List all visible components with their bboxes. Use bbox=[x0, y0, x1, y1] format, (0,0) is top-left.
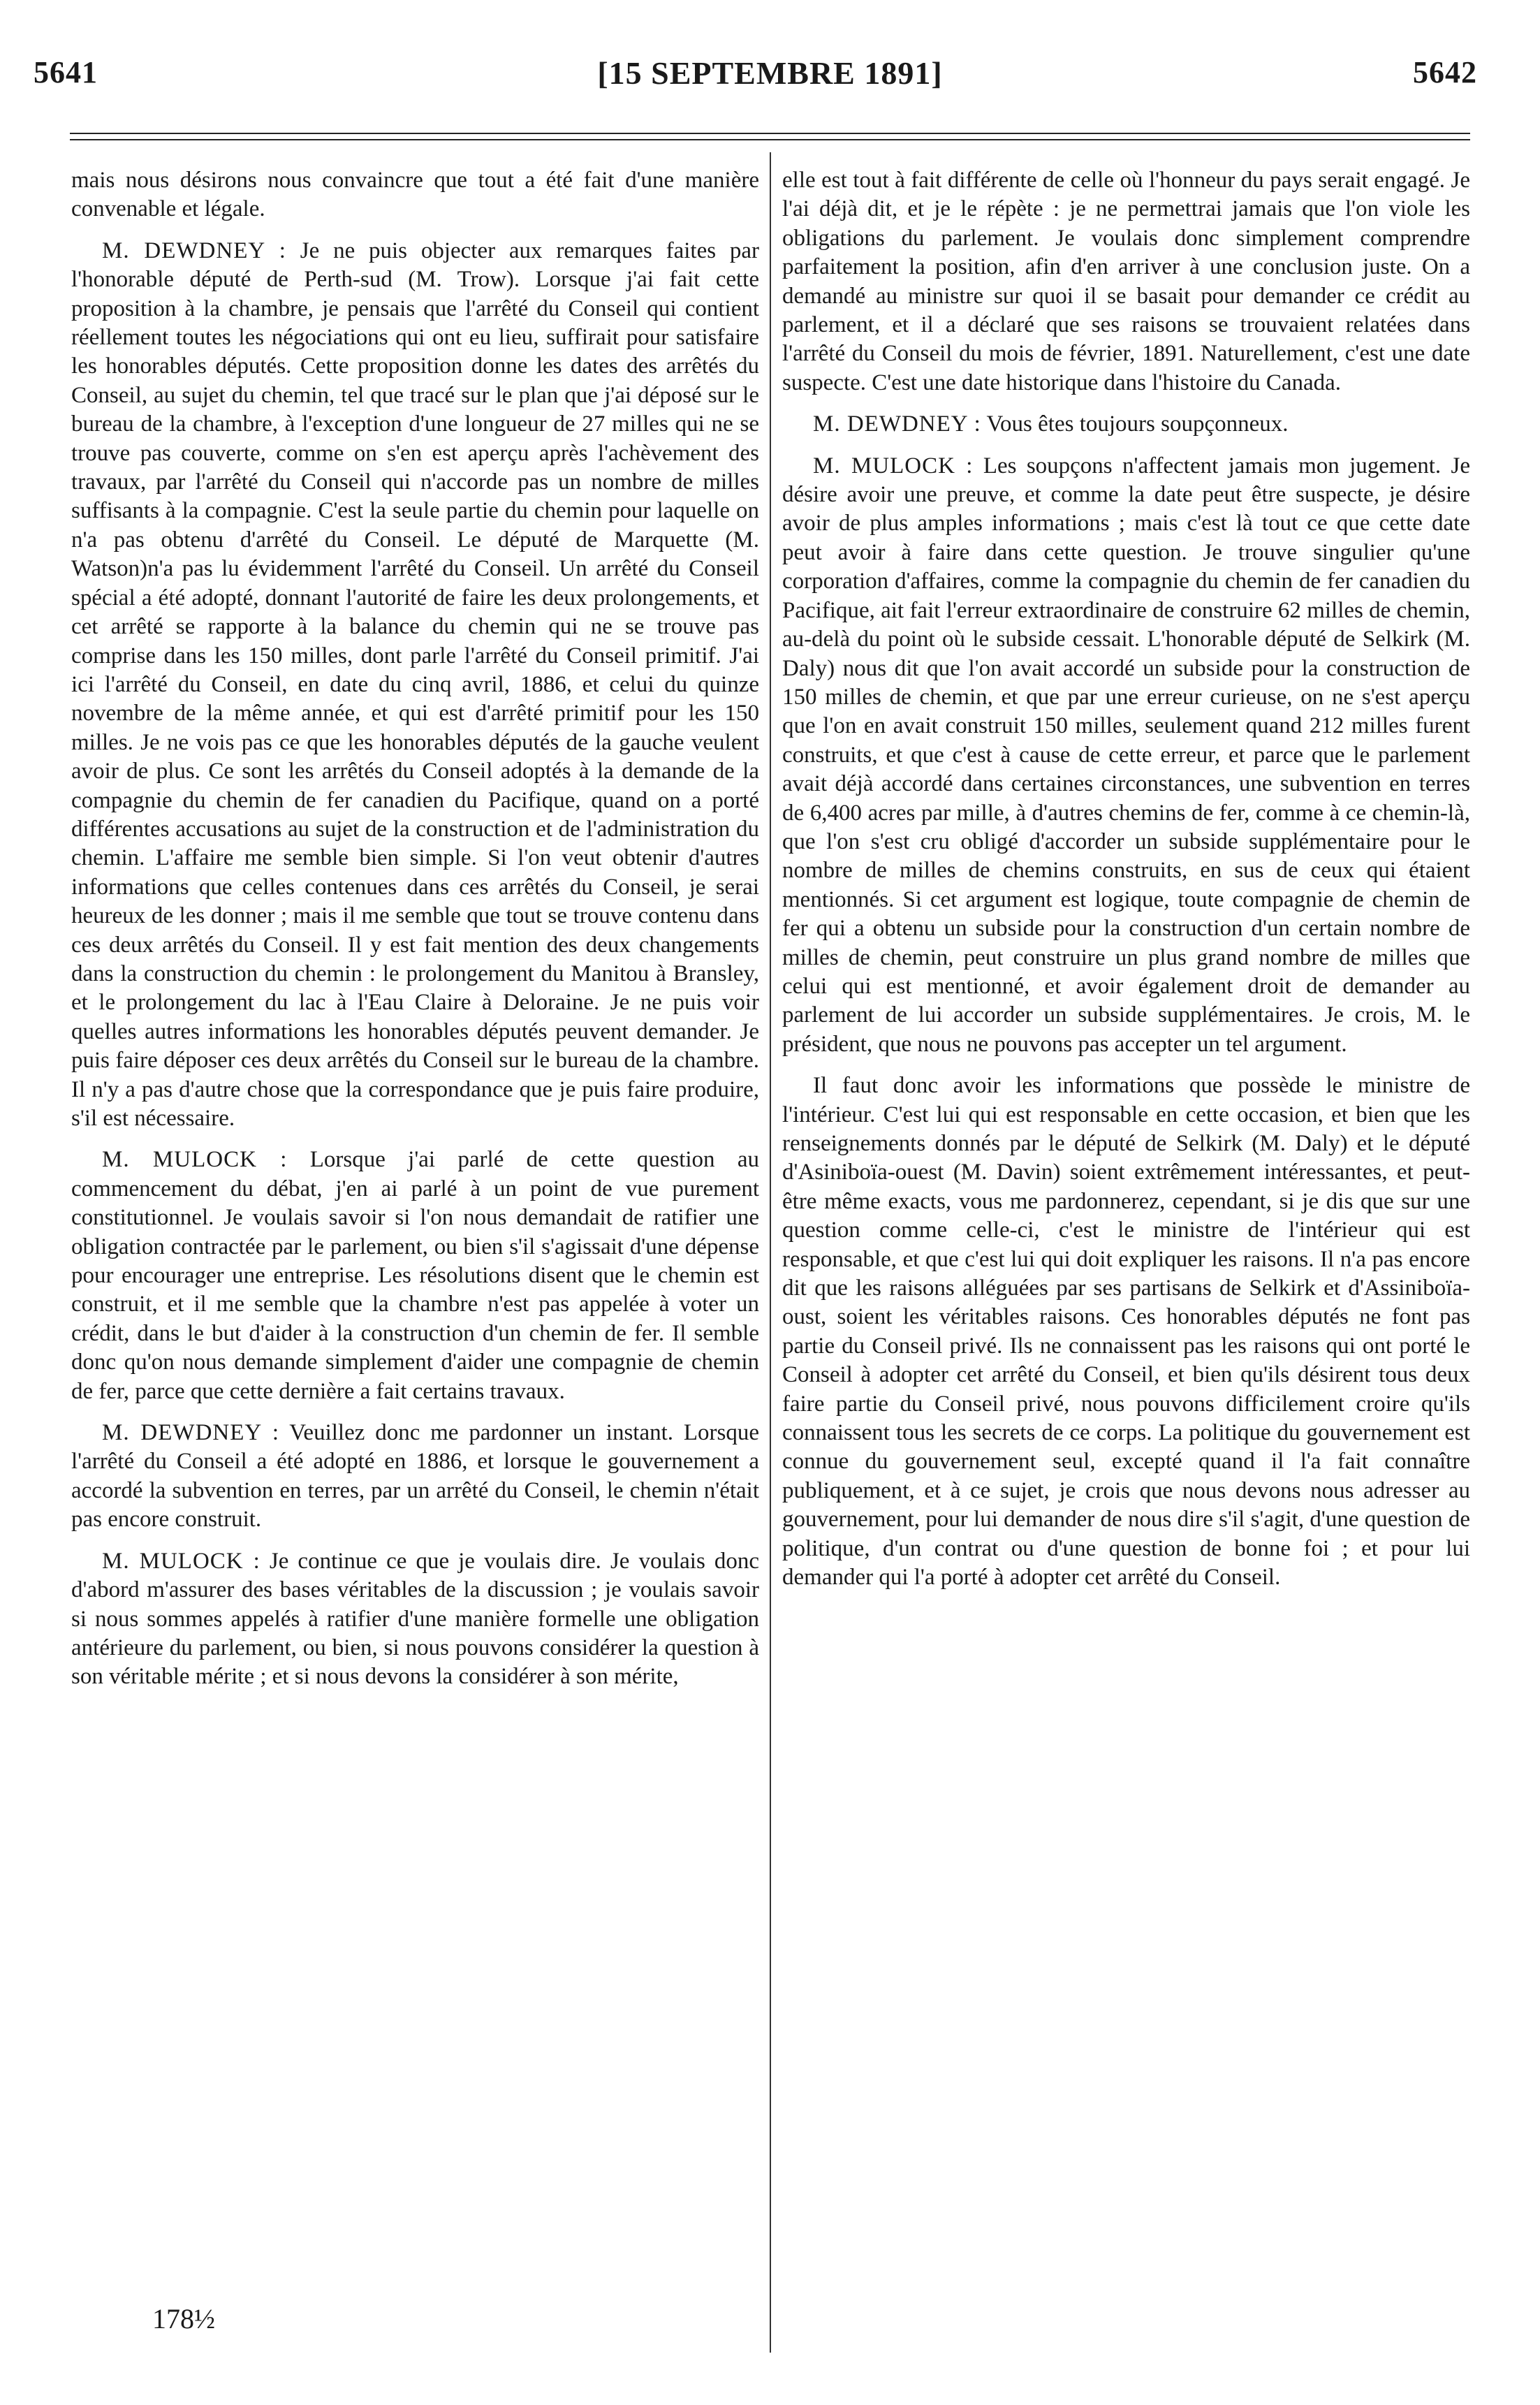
paragraph-text: elle est tout à fait différente de celle où l'honneur du pays serait engagé. Je l'ai déjà dit, et je le répète : je ne permettrai jamais que l'on viole les obligations du parlement. Je voulais donc simplement comprendre parfaitement la position, afin d'en arriver à une conclusion juste. On a demandé au ministre sur quoi il se basait pour demander ce crédit au parlement, et il a déclaré que ses raisons se trouvaient relatées dans l'arrêté du Conseil du mois de février, 1891. Naturellement, c'est une date suspecte. C'est une date historique dans l'histoire du Canada. bbox=[782, 168, 1470, 395]
paragraph bbox=[71, 166, 759, 224]
speaker-name: M. MULOCK : bbox=[813, 453, 974, 478]
paragraph-text: Je continue ce que je voulais dire. Je voulais donc d'abord m'assurer des bases véritables de la discussion ; je voulais savoir si nous sommes appelés à ratifier d'une manière formelle une obligation antérieure du parlement, ou bien, si nous pouvons considérer la question à son véritable mérite ; et si nous devons la considérer à son mérite, bbox=[71, 1548, 759, 1690]
paragraph bbox=[782, 1072, 1470, 1592]
column-divider bbox=[770, 152, 771, 2353]
paragraph-text: Il faut donc avoir les informations que possède le ministre de l'intérieur. C'est lui qui est responsable en cette occasion, et bien que les renseignements donnés par le député de Selkirk (M. Daly) et le député d'Asiniboïa-ouest (M. Davin) soient extrêmement intéressantes, et peut-être même exacts, vous me pardonnerez, cependant, si je dis que sur une question comme celle-ci, c'est le ministre de l'intérieur qui est responsable, et que c'est lui qui doit expliquer les raisons. Il n'a pas encore dit que les raisons alléguées par ses partisans de Selkirk et d'Assiniboïa-oust, soient les véritables raisons. Ces honorables députés ne font pas partie du Conseil privé. Ils ne connaissent pas les raisons qui ont porté le Conseil à adopter cet arrêté du Conseil, et bien qu'ils désirent tous deux faire partie du Conseil privé, nous pouvons difficilement croire qu'ils connaissent tous les secrets de ce corps. La politique du gouvernement est connue du gouvernement seul, excepté quand il l'a fait connaître publiquement, et à ce sujet, je crois que nous devons nous adresser au gouvernement, pour lui demander de nous dire s'il s'agit, d'une question de politique, d'un contrat ou d'une question de bonne foi ; et pour lui demander qui l'a porté à adopter cet arrêté du Conseil. bbox=[782, 1073, 1470, 1591]
left-page-number: 5641 bbox=[34, 55, 98, 89]
left-text-column bbox=[71, 166, 759, 1704]
page-date-header: [15 SEPTEMBRE 1891] bbox=[597, 55, 943, 91]
paragraph-text: Les soupçons n'affectent jamais mon jugement. Je désire avoir une preuve, et comme la date peut être suspecte, je désire avoir de plus amples informations ; mais c'est là tout ce que cette date peut avoir à faire dans cette question. Je trouve singulier qu'une corporation d'affaires, comme la compagnie du chemin de fer canadien du Pacifique, ait fait l'erreur extraordinaire de construire 62 milles de chemin, au-delà du point où le subside cessait. L'honorable député de Selkirk (M. Daly) nous dit que l'on avait accordé un subside pour la construction de 150 milles de chemin, et que par une erreur curieuse, on ne s'est aperçu que l'on en avait construit 150 milles, seulement quand 212 milles furent construits, et que c'est à cause de cette erreur, et parce que le parlement avait déjà accordé dans certaines circonstances, une subvention en terres de 6,400 acres par mille, à d'autres chemins de fer, comme à ce chemin-là, que l'on s'est cru obligé d'accorder un subside supplémentaire pour le nombre de milles de chemins construits, en sus de ceux qui étaient mentionnés. Si cet argument est logique, toute compagnie de chemin de fer qui a obtenu un subside pour la construction d'un certain nombre de milles de chemin, peut construire un plus grand nombre de milles que celui qui est mentionné, et avoir également droit de demander au parlement de lui accorder un subside supplémentaires. Je crois, M. le président, que nous ne pouvons pas accepter un tel argument. bbox=[782, 453, 1470, 1057]
paragraph-text: Je ne puis objecter aux remarques faites par l'honorable député de Perth-sud (M. Trow). Lorsque j'ai fait cette proposition à la chambre, je pensais que l'arrêté du Conseil qui contient réellement toutes les négociations qui ont eu lieu, suffirait pour satisfaire les honorables députés. Cette proposition donne les dates des arrêtés du Conseil, au sujet du chemin, tel que tracé sur le plan que j'ai déposé sur le bureau de la chambre, à l'exception d'une longueur de 27 milles qui ne se trouve pas couverte, comme on s'en est aperçu après l'achèvement des travaux, par l'arrêté du Conseil qui n'accorde pas un nombre de milles suffisants à la compagnie. C'est la seule partie du chemin pour laquelle on n'a pas obtenu d'arrêté du Conseil. Le député de Marquette (M. Watson)n'a pas lu évidemment l'arrêté du Conseil. Un arrêté du Conseil spécial a été adopté, donnant l'autorité de faire les deux prolongements, et cet arrêté se rapporte à la balance du chemin qui ne se trouve pas comprise dans les 150 milles, dont parle l'arrêté du Conseil primitif. J'ai ici l'arrêté du Conseil, en date du cinq avril, 1886, et celui du quinze novembre de la même année, et qui est d'arrêté primitif pour les 150 milles. Je ne vois pas ce que les honorables députés de la gauche veulent avoir de plus. Ce sont les arrêtés du Conseil adoptés à la demande de la compagnie du chemin de fer canadien du Pacifique, quand on a porté différentes accusations au sujet de la construction et de l'administration du chemin. L'affaire me semble bien simple. Si l'on veut obtenir d'autres informations que celles contenues dans ces arrêtés du Conseil, je serai heureux de les donner ; mais il me semble que tout se trouve contenu dans ces deux arrêtés du Conseil. Il y est fait mention des deux changements dans la construction du chemin : le prolongement du Manitou à Bransley, et le prolongement du lac à l'Eau Claire à Deloraine. Je ne puis voir quelles autres informations les honorables députés peuvent demander. Je puis faire déposer ces deux arrêtés du Conseil sur le bureau de la chambre. Il n'y a pas d'autre chose que la correspondance que je puis faire produire, s'il est nécessaire. bbox=[71, 237, 760, 1131]
paragraph bbox=[782, 166, 1470, 397]
speaker-name: M. DEWDNEY : bbox=[102, 237, 286, 263]
signature-mark: 178½ bbox=[152, 2303, 215, 2334]
paragraph-text: mais nous désirons nous convaincre que tout a été fait d'une manière convenable et légale. bbox=[71, 168, 759, 222]
speaker-name: M. MULOCK : bbox=[102, 1147, 288, 1173]
paragraph-text: Vous êtes toujours soupçonneux. bbox=[986, 411, 1289, 437]
header-rule-bottom bbox=[70, 139, 1470, 140]
header-rule-top bbox=[70, 133, 1470, 134]
speaker-name: M. DEWDNEY : bbox=[813, 411, 981, 437]
speaker-name: M. MULOCK : bbox=[102, 1548, 261, 1574]
paragraph bbox=[782, 452, 1470, 1060]
paragraph bbox=[71, 237, 759, 1134]
paragraph bbox=[71, 1547, 759, 1692]
paragraph-text: Lorsque j'ai parlé de cette question au commencement du débat, j'en ai parlé à un point de vue purement constitutionnel. Je voulais savoir si l'on nous demandait de ratifier une obligation contractée par le parlement, ou bien s'il s'agissait d'une dépense pour encourager une entreprise. Les résolutions disent que le chemin est construit, et il me semble que la chambre n'est pas appelée à voter un crédit, dans le but d'aider à la construction d'un chemin de fer. Il semble donc qu'on nous demande simplement d'aider une compagnie de chemin de fer, parce que cette dernière a fait certains travaux. bbox=[71, 1147, 759, 1404]
right-page-number: 5642 bbox=[1413, 55, 1477, 89]
right-text-column bbox=[782, 166, 1470, 1605]
speaker-name: M. DEWDNEY : bbox=[102, 1420, 279, 1446]
paragraph bbox=[71, 1146, 759, 1406]
paragraph bbox=[71, 1419, 759, 1535]
paragraph bbox=[782, 410, 1470, 439]
paragraph-text: Veuillez donc me pardonner un instant. Lorsque l'arrêté du Conseil a été adopté en 1886, et lorsque le gouvernement a accordé la subvention en terres, par un arrêté du Conseil, le chemin n'était pas encore construit. bbox=[71, 1420, 759, 1533]
